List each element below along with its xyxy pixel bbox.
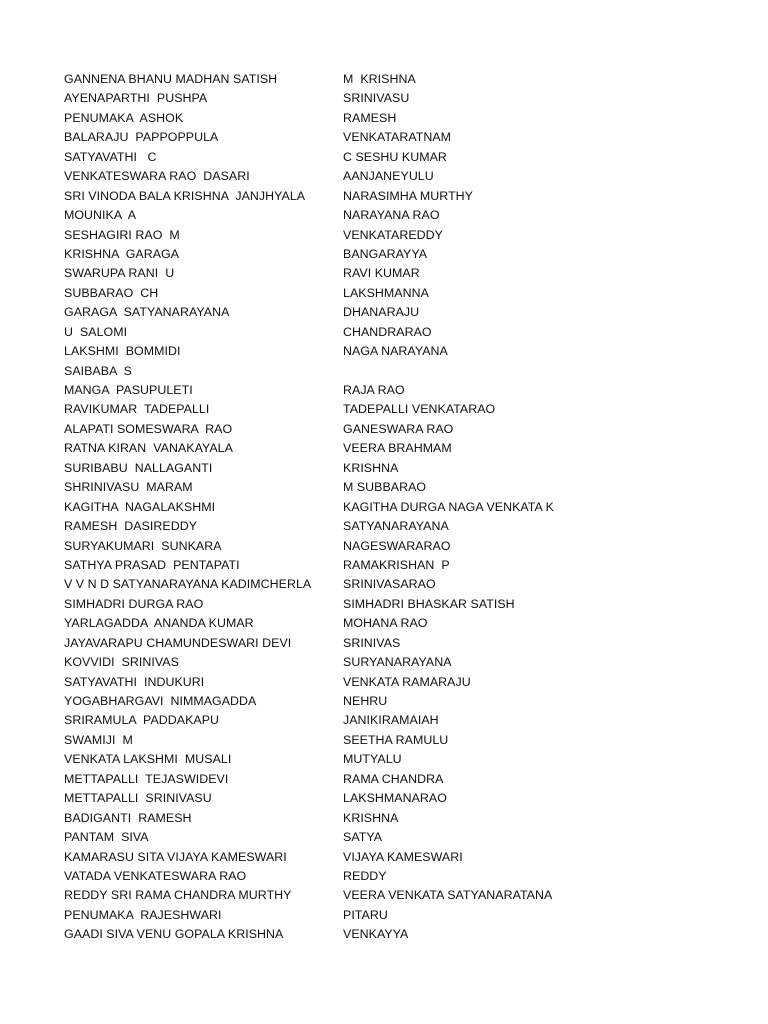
relation-name-entry: VEERA BRAHMAM <box>343 441 452 456</box>
list-row <box>0 148 768 167</box>
list-row <box>0 770 768 789</box>
name-entry: MOUNIKA A <box>64 208 137 223</box>
list-row <box>0 517 768 536</box>
list-row <box>0 925 768 944</box>
list-row <box>0 420 768 439</box>
relation-name-entry: RAMESH <box>343 110 397 125</box>
name-entry: SRI VINODA BALA KRISHNA JANJHYALA <box>64 188 306 203</box>
list-row <box>0 439 768 458</box>
name-entry: YOGABHARGAVI NIMMAGADDA <box>64 694 257 708</box>
relation-name-entry: SEETHA RAMULU <box>343 732 449 747</box>
relation-name-entry: RAVI KUMAR <box>343 266 420 281</box>
relation-name-entry: LAKSHMANNA <box>343 285 429 300</box>
relation-name-entry: RAMAKRISHAN P <box>343 557 450 572</box>
list-row <box>0 303 768 322</box>
list-row <box>0 459 768 478</box>
relation-name-entry: VENKATA RAMARAJU <box>343 674 471 689</box>
name-entry: SATHYA PRASAD PENTAPATI <box>64 557 240 572</box>
name-entry: VENKATA LAKSHMI MUSALI <box>64 752 232 767</box>
relation-name-entry: VENKAYYA <box>343 927 409 942</box>
name-entry: METTAPALLI TEJASWIDEVI <box>64 771 229 786</box>
relation-name-entry: KRISHNA <box>343 810 399 825</box>
list-row <box>0 614 768 633</box>
relation-name-entry: M SUBBARAO <box>343 480 427 495</box>
name-entry: ALAPATI SOMESWARA RAO <box>64 421 233 436</box>
name-entry: SESHAGIRI RAO M <box>64 227 180 242</box>
list-row <box>0 70 768 89</box>
name-entry: SAIBABA S <box>64 363 132 378</box>
list-row <box>0 109 768 128</box>
list-row <box>0 848 768 867</box>
list-row <box>0 206 768 225</box>
list-row <box>0 886 768 905</box>
name-entry: SATYAVATHI INDUKURI <box>64 674 205 689</box>
name-entry: KOVVIDI SRINIVAS <box>64 655 179 670</box>
list-row <box>0 323 768 342</box>
relation-name-entry: REDDY <box>343 868 387 883</box>
name-entry: SIMHADRI DURGA RAO <box>64 596 204 611</box>
name-entry: LAKSHMI BOMMIDI <box>64 344 181 359</box>
relation-name-entry: TADEPALLI VENKATARAO <box>343 402 496 417</box>
list-row <box>0 167 768 186</box>
list-row <box>0 575 768 594</box>
relation-name-entry: MUTYALU <box>343 752 402 767</box>
list-row <box>0 692 768 711</box>
name-entry: KRISHNA GARAGA <box>64 246 180 261</box>
list-row <box>0 284 768 303</box>
relation-name-entry: NARASIMHA MURTHY <box>343 188 473 203</box>
list-row <box>0 89 768 108</box>
relation-name-entry: SURYANARAYANA <box>343 655 452 670</box>
relation-name-entry: PITARU <box>343 907 388 922</box>
name-entry: METTAPALLI SRINIVASU <box>64 791 212 806</box>
list-row <box>0 264 768 283</box>
relation-name-entry: VENKATAREDDY <box>343 227 443 242</box>
list-row <box>0 362 768 381</box>
relation-name-entry: NEHRU <box>343 694 388 708</box>
relation-name-entry: VENKATARATNAM <box>343 130 452 145</box>
name-entry: U SALOMI <box>64 324 128 339</box>
name-entry: GAADI SIVA VENU GOPALA KRISHNA <box>64 927 284 942</box>
name-entry: SRIRAMULA PADDAKAPU <box>64 713 220 728</box>
relation-name-entry: C SESHU KUMAR <box>343 149 447 164</box>
list-row <box>0 789 768 808</box>
relation-name-entry: BANGARAYYA <box>343 246 428 261</box>
name-entry: SWARUPA RANI U <box>64 266 175 281</box>
relation-name-entry: SATYA <box>343 830 383 845</box>
name-entry: GARAGA SATYANARAYANA <box>64 305 230 320</box>
relation-name-entry: MOHANA RAO <box>343 616 428 631</box>
list-row <box>0 750 768 769</box>
relation-name-entry: SATYANARAYANA <box>343 519 449 534</box>
list-row <box>0 381 768 400</box>
relation-name-entry: SIMHADRI BHASKAR SATISH <box>343 596 515 611</box>
relation-name-entry: RAJA RAO <box>343 383 405 397</box>
list-row <box>0 828 768 847</box>
name-entry: GANNENA BHANU MADHAN SATISH <box>64 72 278 86</box>
name-entry: RAVIKUMAR TADEPALLI <box>64 402 210 417</box>
list-row <box>0 478 768 497</box>
name-entry: SATYAVATHI C <box>64 149 157 164</box>
name-entry: BADIGANTI RAMESH <box>64 810 192 825</box>
name-entry: VENKATESWARA RAO DASARI <box>64 169 250 184</box>
name-entry: KAGITHA NAGALAKSHMI <box>64 499 216 514</box>
relation-name-entry: M KRISHNA <box>343 72 416 86</box>
name-entry: RATNA KIRAN VANAKAYALA <box>64 441 233 456</box>
list-row <box>0 187 768 206</box>
list-row <box>0 867 768 886</box>
relation-name-entry: LAKSHMANARAO <box>343 791 447 806</box>
list-row <box>0 245 768 264</box>
relation-name-entry: GANESWARA RAO <box>343 421 454 436</box>
name-entry: MANGA PASUPULETI <box>64 383 193 397</box>
name-entry: BALARAJU PAPPOPPULA <box>64 130 219 145</box>
list-row <box>0 498 768 517</box>
name-entry: PENUMAKA RAJESHWARI <box>64 907 222 922</box>
name-entry: JAYAVARAPU CHAMUNDESWARI DEVI <box>64 635 292 650</box>
relation-name-entry: AANJANEYULU <box>343 169 434 184</box>
relation-name-entry: SRINIVAS <box>343 635 401 650</box>
name-entry: VATADA VENKATESWARA RAO <box>64 868 247 883</box>
name-entry: KAMARASU SITA VIJAYA KAMESWARI <box>64 849 287 864</box>
list-row <box>0 673 768 692</box>
relation-name-entry: NAGA NARAYANA <box>343 344 448 359</box>
list-row <box>0 906 768 925</box>
relation-name-entry: KRISHNA <box>343 460 399 475</box>
list-row <box>0 653 768 672</box>
name-list <box>0 70 768 945</box>
relation-name-entry: RAMA CHANDRA <box>343 771 444 786</box>
relation-name-entry: SRINIVASU <box>343 91 410 106</box>
relation-name-entry: SRINIVASARAO <box>343 577 436 592</box>
relation-name-entry: VEERA VENKATA SATYANARATANA <box>343 888 553 903</box>
name-entry: V V N D SATYANARAYANA KADIMCHERLA <box>64 577 312 592</box>
name-entry: REDDY SRI RAMA CHANDRA MURTHY <box>64 888 292 903</box>
name-entry: PANTAM SIVA <box>64 830 149 845</box>
name-entry: SHRINIVASU MARAM <box>64 480 193 495</box>
list-row <box>0 809 768 828</box>
list-row <box>0 634 768 653</box>
name-entry: PENUMAKA ASHOK <box>64 110 184 125</box>
relation-name-entry: JANIKIRAMAIAH <box>343 713 439 728</box>
relation-name-entry: VIJAYA KAMESWARI <box>343 849 463 864</box>
name-entry: SWAMIJI M <box>64 732 133 747</box>
list-row <box>0 537 768 556</box>
name-entry: RAMESH DASIREDDY <box>64 519 198 534</box>
name-entry: AYENAPARTHI PUSHPA <box>64 91 208 106</box>
list-row <box>0 595 768 614</box>
relation-name-entry: NAGESWARARAO <box>343 538 451 553</box>
relation-name-entry: KAGITHA DURGA NAGA VENKATA K <box>343 499 554 514</box>
list-row <box>0 128 768 147</box>
relation-name-entry: NARAYANA RAO <box>343 208 440 223</box>
name-entry: YARLAGADDA ANANDA KUMAR <box>64 616 254 631</box>
list-row <box>0 400 768 419</box>
list-row <box>0 556 768 575</box>
list-row <box>0 226 768 245</box>
relation-name-entry: DHANARAJU <box>343 305 420 320</box>
name-entry: SURIBABU NALLAGANTI <box>64 460 213 475</box>
list-row <box>0 731 768 750</box>
list-row <box>0 711 768 730</box>
list-row <box>0 342 768 361</box>
name-entry: SUBBARAO CH <box>64 285 159 300</box>
name-entry: SURYAKUMARI SUNKARA <box>64 538 222 553</box>
relation-name-entry: CHANDRARAO <box>343 324 432 339</box>
